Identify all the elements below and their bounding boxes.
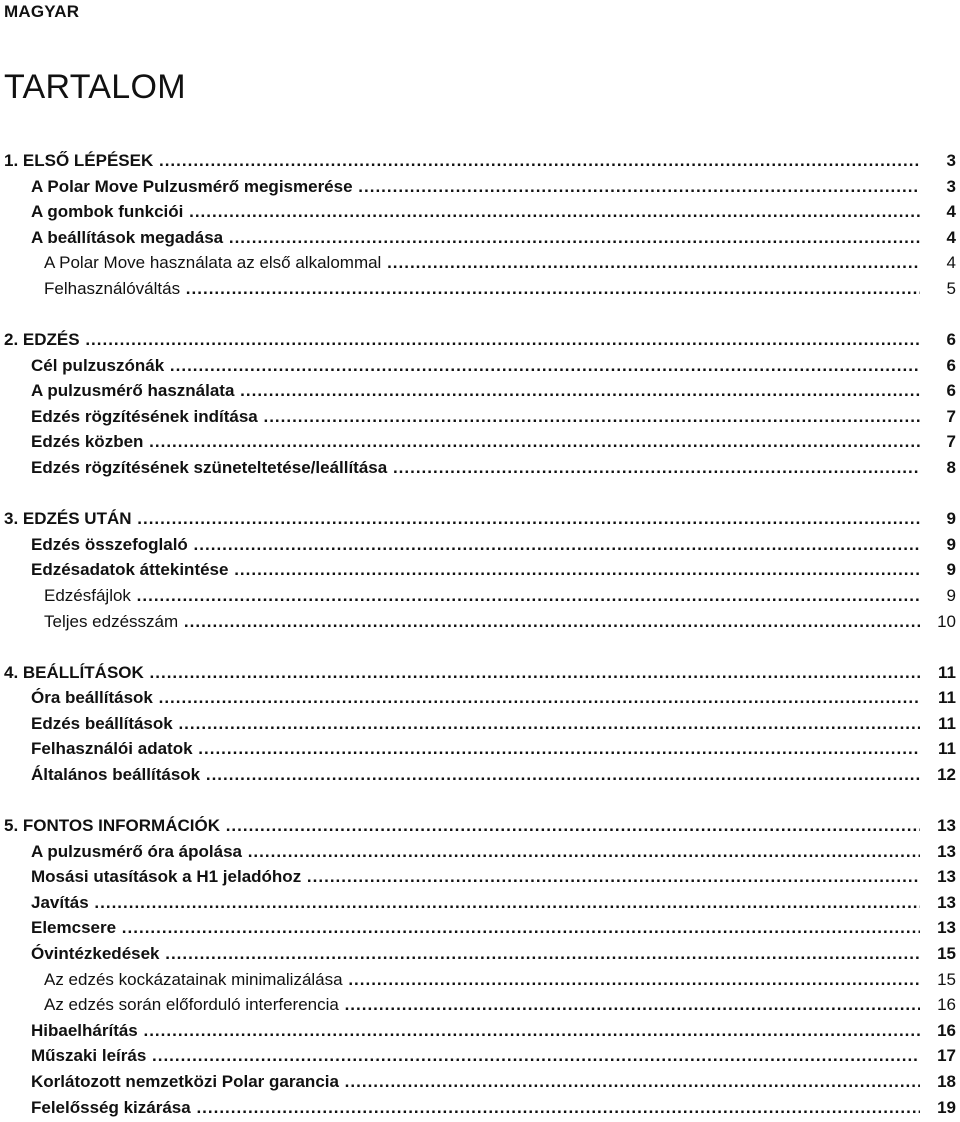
toc-page-number: 13 (937, 867, 956, 887)
toc-entry-title: A Polar Move használata az első alkalommal ..... (44, 250, 920, 276)
toc-page-number: 4 (946, 253, 956, 273)
toc-entry-title: A Polar Move Pulzusmérő megismerése ..... (31, 174, 920, 200)
toc-chapter-group (0, 813, 960, 1120)
toc-subsection-entry[interactable] (0, 276, 960, 302)
toc-entry-title: Felelősség kizárása ..... (31, 1095, 920, 1121)
toc-page-number: 9 (946, 534, 956, 554)
toc-section-entry[interactable] (0, 404, 960, 430)
toc-page-number: 11 (938, 662, 956, 682)
toc-chapter-entry[interactable] (0, 148, 960, 174)
toc-page-number: 7 (946, 406, 956, 426)
toc-section-entry[interactable] (0, 1018, 960, 1044)
toc-subsection-entry[interactable] (0, 967, 960, 993)
toc-entry-title: Műszaki leírás ..... (31, 1043, 920, 1069)
toc-chapter-entry[interactable] (0, 660, 960, 686)
toc-page-number: 16 (937, 995, 956, 1015)
toc-subsection-entry[interactable] (0, 583, 960, 609)
toc-entry-title: Az edzés kockázatainak minimalizálása ..... (44, 967, 920, 993)
toc-section-entry[interactable] (0, 353, 960, 379)
toc-chapter-entry[interactable] (0, 813, 960, 839)
toc-section-entry[interactable] (0, 864, 960, 890)
toc-subsection-entry[interactable] (0, 609, 960, 635)
toc-page-number: 8 (946, 458, 956, 478)
toc-subsection-entry[interactable] (0, 992, 960, 1018)
toc-page-number: 16 (937, 1020, 956, 1040)
toc-entry-title: Mosási utasítások a H1 jeladóhoz ..... (31, 864, 920, 890)
toc-chapter-entry[interactable] (0, 506, 960, 532)
toc-entry-title: A pulzusmérő óra ápolása ..... (31, 839, 920, 865)
toc-page-number: 6 (946, 381, 956, 401)
toc-section-entry[interactable] (0, 1069, 960, 1095)
toc-section-entry[interactable] (0, 378, 960, 404)
toc-section-entry[interactable] (0, 736, 960, 762)
toc-section-entry[interactable] (0, 941, 960, 967)
toc-page-number: 13 (937, 892, 956, 912)
toc-page-number: 13 (937, 816, 956, 836)
toc-entry-title: Hibaelhárítás ..... (31, 1018, 920, 1044)
toc-page-number: 17 (937, 1046, 956, 1066)
toc-entry-title: Edzés beállítások ..... (31, 711, 920, 737)
toc-section-entry[interactable] (0, 557, 960, 583)
toc-entry-title: Teljes edzésszám ..... (44, 609, 920, 635)
toc-chapter-group (0, 327, 960, 481)
toc-page-number: 7 (946, 432, 956, 452)
toc-page-number: 4 (946, 227, 956, 247)
toc-page-number: 6 (946, 330, 956, 350)
toc-page-number: 12 (937, 764, 956, 784)
toc-section-entry[interactable] (0, 532, 960, 558)
toc-entry-title: 4. BEÁLLÍTÁSOK ..... (4, 660, 920, 686)
toc-entry-title: Edzés közben ..... (31, 429, 920, 455)
toc-page-number: 5 (946, 278, 956, 298)
toc-entry-title: A beállítások megadása ..... (31, 225, 920, 251)
toc-entry-title: Korlátozott nemzetközi Polar garancia ..... (31, 1069, 920, 1095)
toc-entry-title: Edzés összefoglaló ..... (31, 532, 920, 558)
toc-entry-title: A pulzusmérő használata ..... (31, 378, 920, 404)
toc-page-number: 13 (937, 841, 956, 861)
toc-page-number: 11 (938, 713, 956, 733)
toc-section-entry[interactable] (0, 839, 960, 865)
toc-chapter-entry[interactable] (0, 327, 960, 353)
toc-section-entry[interactable] (0, 762, 960, 788)
page-title: TARTALOM (4, 68, 186, 106)
toc-page-number: 11 (938, 739, 956, 759)
toc-page-number: 4 (946, 202, 956, 222)
toc-entry-title: Edzés rögzítésének szüneteltetése/leállítása ..... (31, 455, 920, 481)
toc-page-number: 15 (937, 944, 956, 964)
toc-page-number: 18 (937, 1072, 956, 1091)
table-of-contents (0, 148, 960, 1120)
toc-chapter-group (0, 660, 960, 788)
toc-page-number: 13 (937, 918, 956, 938)
toc-section-entry[interactable] (0, 1043, 960, 1069)
toc-entry-title: 2. EDZÉS ..... (4, 327, 920, 353)
toc-page-number: 9 (946, 560, 956, 580)
toc-page-number: 19 (937, 1097, 956, 1117)
toc-page-number: 10 (937, 611, 956, 631)
toc-section-entry[interactable] (0, 915, 960, 941)
toc-entry-title: 5. FONTOS INFORMÁCIÓK ..... (4, 813, 920, 839)
toc-entry-title: 1. ELSŐ LÉPÉSEK ..... (4, 148, 920, 174)
toc-chapter-group (0, 148, 960, 302)
toc-entry-title: Óra beállítások ..... (31, 685, 920, 711)
toc-entry-title: Általános beállítások ..... (31, 762, 920, 788)
toc-entry-title: Felhasználói adatok ..... (31, 736, 920, 762)
toc-entry-title: Cél pulzuszónák ..... (31, 353, 920, 379)
toc-section-entry[interactable] (0, 711, 960, 737)
toc-subsection-entry[interactable] (0, 250, 960, 276)
language-label: MAGYAR (4, 2, 80, 21)
toc-page-number: 9 (946, 509, 956, 529)
toc-section-entry[interactable] (0, 455, 960, 481)
toc-section-entry[interactable] (0, 890, 960, 916)
toc-section-entry[interactable] (0, 1095, 960, 1121)
toc-chapter-group (0, 506, 960, 634)
toc-entry-title: Elemcsere ..... (31, 915, 920, 941)
toc-section-entry[interactable] (0, 174, 960, 200)
toc-entry-title: Edzésadatok áttekintése ..... (31, 557, 920, 583)
toc-entry-title: Edzésfájlok ..... (44, 583, 920, 609)
toc-page-number: 3 (946, 176, 956, 196)
toc-page-number: 11 (938, 688, 956, 708)
toc-page-number: 3 (946, 151, 956, 170)
toc-entry-title: Edzés rögzítésének indítása ..... (31, 404, 920, 430)
toc-section-entry[interactable] (0, 225, 960, 251)
toc-entry-title: Az edzés során előforduló interferencia ..... (44, 992, 920, 1018)
toc-page-number: 6 (946, 355, 956, 375)
toc-entry-title: A gombok funkciói ..... (31, 199, 920, 225)
toc-section-entry[interactable] (0, 685, 960, 711)
toc-entry-title: Felhasználóváltás ..... (44, 276, 920, 302)
toc-entry-title: 3. EDZÉS UTÁN ..... (4, 506, 920, 532)
toc-page-number: 15 (937, 969, 956, 989)
toc-entry-title: Javítás ..... (31, 890, 920, 916)
toc-entry-title: Óvintézkedések ..... (31, 941, 920, 967)
toc-section-entry[interactable] (0, 429, 960, 455)
toc-page-number: 9 (946, 585, 956, 605)
toc-section-entry[interactable] (0, 199, 960, 225)
